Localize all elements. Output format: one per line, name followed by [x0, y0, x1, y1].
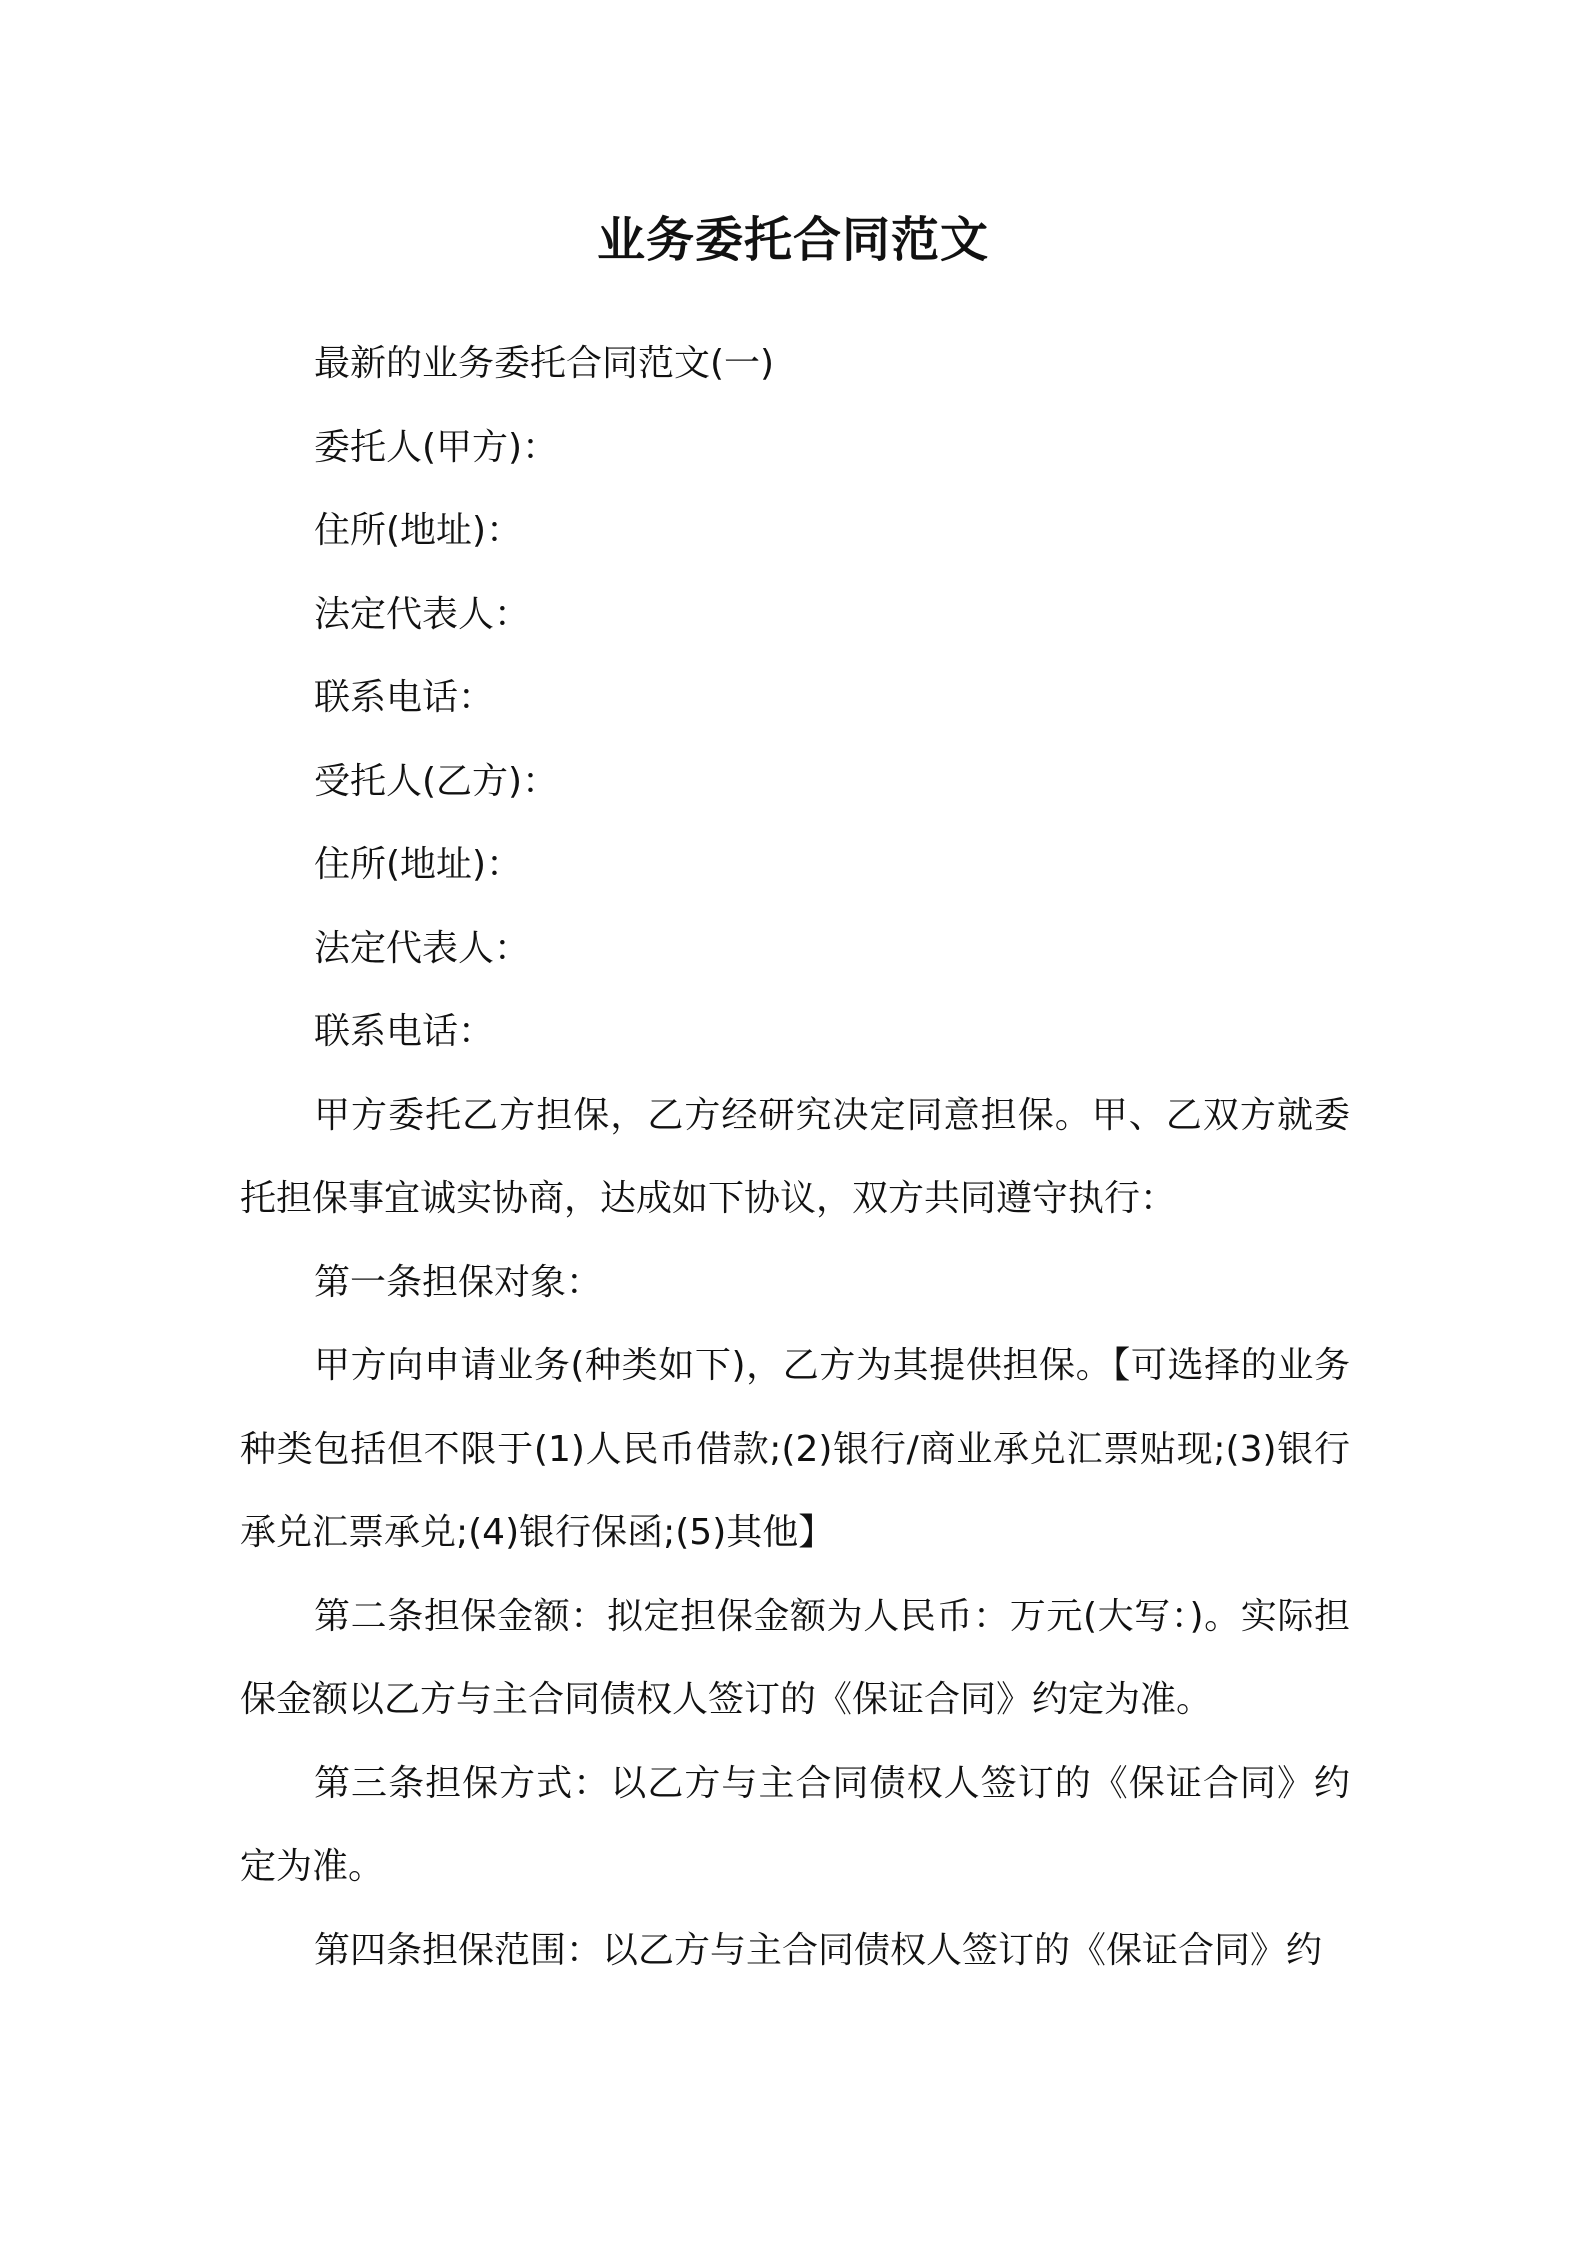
party-b-address-field: 住所(地址)：	[314, 844, 523, 885]
party-a-phone-field: 联系电话：	[314, 677, 495, 718]
document-body	[240, 322, 1350, 1992]
article-2-paragraph: 第二条担保金额：拟定担保金额为人民币：万元(大写：)。实际担保金额以乙方与主合同债权人签订的《保证合同》约定为准。	[240, 1595, 1350, 1720]
party-a-legal-rep-field: 法定代表人：	[314, 593, 531, 635]
party-a-address-field: 住所(地址)：	[314, 510, 523, 551]
article-4-paragraph: 第四条担保范围：以乙方与主合同债权人签订的《保证合同》约	[314, 1929, 1323, 1971]
document-title: 业务委托合同范文	[596, 212, 989, 268]
subtitle-paragraph: 最新的业务委托合同范文(一)	[314, 343, 775, 384]
party-b-legal-rep-field: 法定代表人：	[314, 927, 531, 969]
party-a-field: 委托人(甲方)：	[314, 426, 559, 468]
article-3-paragraph: 第三条担保方式：以乙方与主合同债权人签订的《保证合同》约定为准。	[240, 1762, 1350, 1887]
article-1-body: 甲方向申请业务(种类如下)，乙方为其提供担保。【可选择的业务种类包括但不限于(1)人民币借款;(2)银行/商业承兑汇票贴现;(3)银行承兑汇票承兑;(4)银行保函;(5)其他】	[240, 1345, 1350, 1553]
preamble-paragraph: 甲方委托乙方担保，乙方经研究决定同意担保。甲、乙双方就委托担保事宜诚实协商，达成如下协议，双方共同遵守执行：	[240, 1094, 1350, 1219]
party-b-phone-field: 联系电话：	[314, 1011, 495, 1052]
article-1-heading: 第一条担保对象：	[314, 1261, 603, 1303]
party-b-field: 受托人(乙方)：	[314, 760, 559, 802]
